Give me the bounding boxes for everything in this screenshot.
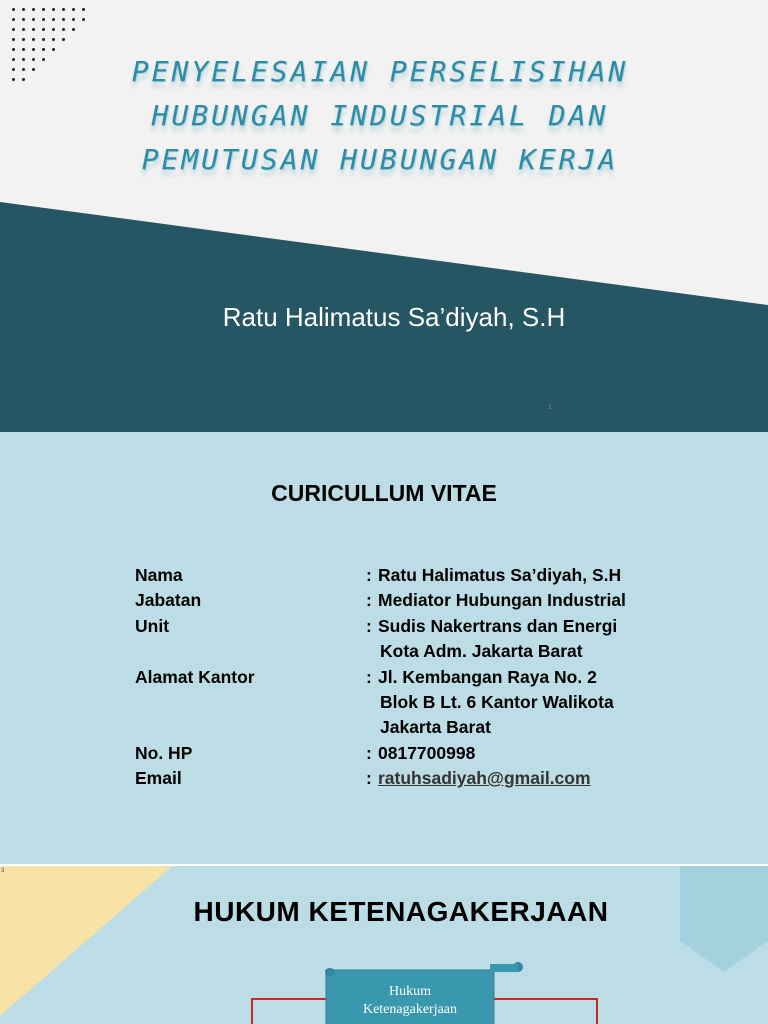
title-line-1: PENYELESAIAN PERSELISIHAN <box>131 55 629 88</box>
cv-colon: : <box>366 742 372 763</box>
cv-colon: : <box>366 666 372 687</box>
cv-colon: : <box>366 565 372 585</box>
email-link[interactable]: ratuhsadiyah@gmail.com <box>378 768 591 789</box>
cv-label: Alamat Kantor <box>135 666 255 687</box>
scroll-label-line-2: Ketenagakerjaan <box>362 1002 458 1017</box>
hukum-slide <box>0 866 768 1024</box>
title-line-2: HUBUNGAN INDUSTRIAL DAN <box>151 99 609 132</box>
cv-colon: : <box>366 615 372 636</box>
cv-slide <box>0 432 768 864</box>
cv-value: Sudis Nakertrans dan Energi <box>378 615 618 636</box>
page-number: 1 <box>548 404 552 411</box>
cv-value: Mediator Hubungan Industrial <box>378 590 626 611</box>
cv-label: Unit <box>135 615 170 636</box>
title-slide <box>0 0 768 432</box>
cv-value: Ratu Halimatus Sa’diyah, S.H <box>378 565 622 585</box>
cv-value: Kota Adm. Jakarta Barat <box>380 641 583 662</box>
cv-label: Nama <box>135 565 183 585</box>
title-line-3: PEMUTUSAN HUBUNGAN KERJA <box>141 143 619 176</box>
cv-colon: : <box>366 768 372 789</box>
cv-title: CURICULLUM VITAE <box>271 480 497 506</box>
cv-colon: : <box>366 590 372 611</box>
scroll-label <box>330 983 490 1019</box>
cv-value: Blok B Lt. 6 Kantor Walikota <box>380 691 614 712</box>
scroll-label-line-1: Hukum <box>389 984 431 999</box>
cv-value: Jl. Kembangan Raya No. 2 <box>378 666 597 687</box>
cv-label: Jabatan <box>135 590 202 611</box>
cv-label: No. HP <box>135 742 193 763</box>
cv-value: Jakarta Barat <box>380 717 491 738</box>
slide-title: HUKUM KETENAGAKERJAAN <box>193 896 609 927</box>
connector-line-left <box>252 999 326 1024</box>
yellow-triangle-decoration <box>0 866 172 1016</box>
cv-value: 0817700998 <box>378 742 476 763</box>
cv-label: Email <box>135 768 182 789</box>
author-name: Ratu Halimatus Sa’diyah, S.H <box>222 302 566 332</box>
connector-line-right <box>494 999 597 1024</box>
page-number: 3 <box>1 868 5 874</box>
presentation-title <box>100 50 660 182</box>
